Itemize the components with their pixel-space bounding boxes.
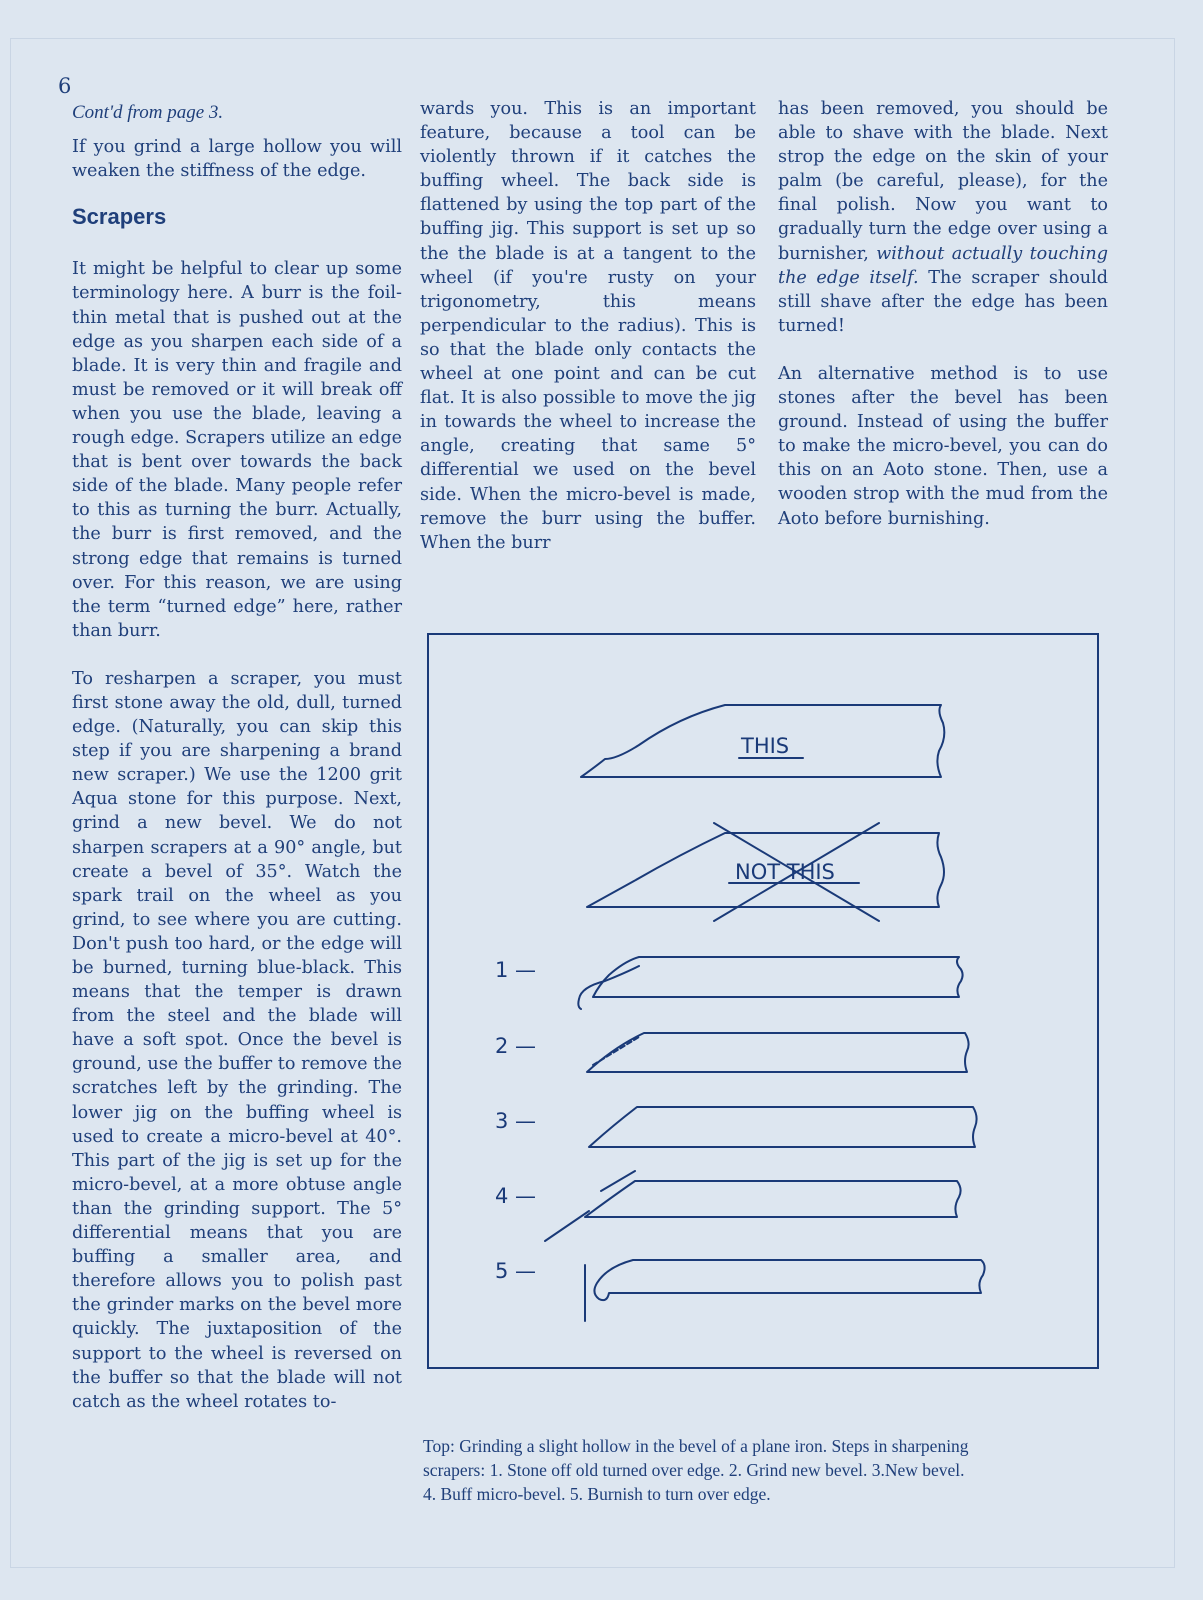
caption-line-1: Top: Grinding a slight hollow in the bevel of a plane iron. Steps in sharpening — [423, 1436, 969, 1456]
step-5-label: 5 — — [495, 1259, 537, 1283]
continued-note: Cont'd from page 3. — [72, 102, 224, 123]
step-4-buff-line-b — [545, 1211, 589, 1241]
buffing-paragraph: wards you. This is an important feature, because a tool can be violently thrown if it catches the buffing wheel. The back side is flattened by using the top part of the buffing jig. This support is set up so the the blade is at a tangent to the wheel (if you're rusty on your trigonometry, this means perpendicular to the radius). This is so that the blade only contacts the wheel at one point and can be cut flat. It is also possible to move the jig in towards the wheel to increase the angle, creating that same 5° differential we used on the bevel side. When the micro-bevel is made, remove the burr using the buffer. When the burr — [420, 99, 756, 553]
terminology-paragraph: It might be helpful to clear up some terminology here. A burr is the foil-thin metal that is pushed out at the edge as you sharpen each side of a blade. It is very thin and fragile and must be removed or it will break off when you use the blade, leaving a rough edge. Scrapers utilize an edge that is bent over towards the back side of the blade. Many people refer to this as turning the burr. Actually, the burr is first removed, and the strong edge that remains is turned over. For this reason, we are using the term “turned edge” here, rather than burr. — [72, 259, 402, 641]
caption-line-2: scrapers: 1. Stone off old turned over edge. 2. Grind new bevel. 3.New bevel. — [423, 1460, 965, 1480]
figure-drawing — [429, 635, 1101, 1371]
middle-column — [420, 97, 756, 555]
step-2-label: 2 — — [495, 1034, 537, 1058]
step-4-label: 4 — — [495, 1184, 537, 1208]
step-2-hatch — [593, 1037, 639, 1065]
right-column — [778, 97, 1108, 531]
step-1-scraper — [578, 957, 962, 1009]
alternative-method-paragraph: An alternative method is to use stones after the bevel has been ground. Instead of using the buffer to make the micro-bevel, you can do this on an Aoto stone. Then, use a wooden strop with the mud from the Aoto before burnishing. — [778, 363, 1108, 529]
polish-paragraph — [778, 97, 1108, 338]
label-not-this: NOT THIS — [735, 860, 835, 884]
polish-text-b: The scraper should still shave after the edge has been turned! — [778, 267, 1109, 336]
step-2-scraper — [587, 1033, 969, 1072]
sharpening-figure — [427, 633, 1099, 1369]
step-3-label: 3 — — [495, 1109, 537, 1133]
section-heading: Scrapers — [72, 204, 167, 230]
polish-text-emphasis: without actually touching the edge itself. — [778, 243, 1108, 288]
label-this: THIS — [741, 734, 790, 758]
page-number: 6 — [58, 74, 72, 98]
step-1-label: 1 — — [495, 958, 537, 982]
intro-paragraph: If you grind a large hollow you will weaken the stiffness of the edge. — [72, 137, 402, 182]
step-4-scraper — [545, 1171, 961, 1241]
figure-caption — [423, 1434, 1063, 1506]
left-column — [72, 101, 402, 1414]
step-5-scraper — [585, 1260, 985, 1321]
step-4-buff-line-a — [601, 1171, 635, 1191]
caption-line-3: 4. Buff micro-bevel. 5. Burnish to turn over edge. — [423, 1484, 771, 1504]
resharpen-paragraph: To resharpen a scraper, you must first stone away the old, dull, turned edge. (Naturally, you can skip this step if you are sharpening a brand new scraper.) We use the 1200 grit Aqua stone for this purpose. Next, grind a new bevel. We do not sharpen scrapers at a 90° angle, but create a bevel of 35°. Watch the spark trail on the wheel as you grind, to see where you are cutting. Don't push too hard, or the edge will be burned, turning blue-black. This means that the temper is drawn from the steel and the blade will have a soft spot. Once the bevel is ground, use the buffer to remove the scratches left by the grinding. The lower jig on the buffing wheel is used to create a micro-bevel at 40°. This part of the jig is set up for the micro-bevel, at a more obtuse angle than the grinding support. The 5° differential means that you are buffing a smaller area, and therefore allows you to polish past the grinder marks on the bevel more quickly. The juxtaposition of the support to the wheel is reversed on the buffer so that the blade will not catch as the wheel rotates to- — [72, 668, 402, 1412]
step-3-scraper — [589, 1107, 977, 1147]
polish-text-a: has been removed, you should be able to shave with the blade. Next strop the edge on the skin of your palm (be careful, please), for the final polish. Now you want to gradually turn the edge over using a burnisher, — [778, 99, 1108, 264]
